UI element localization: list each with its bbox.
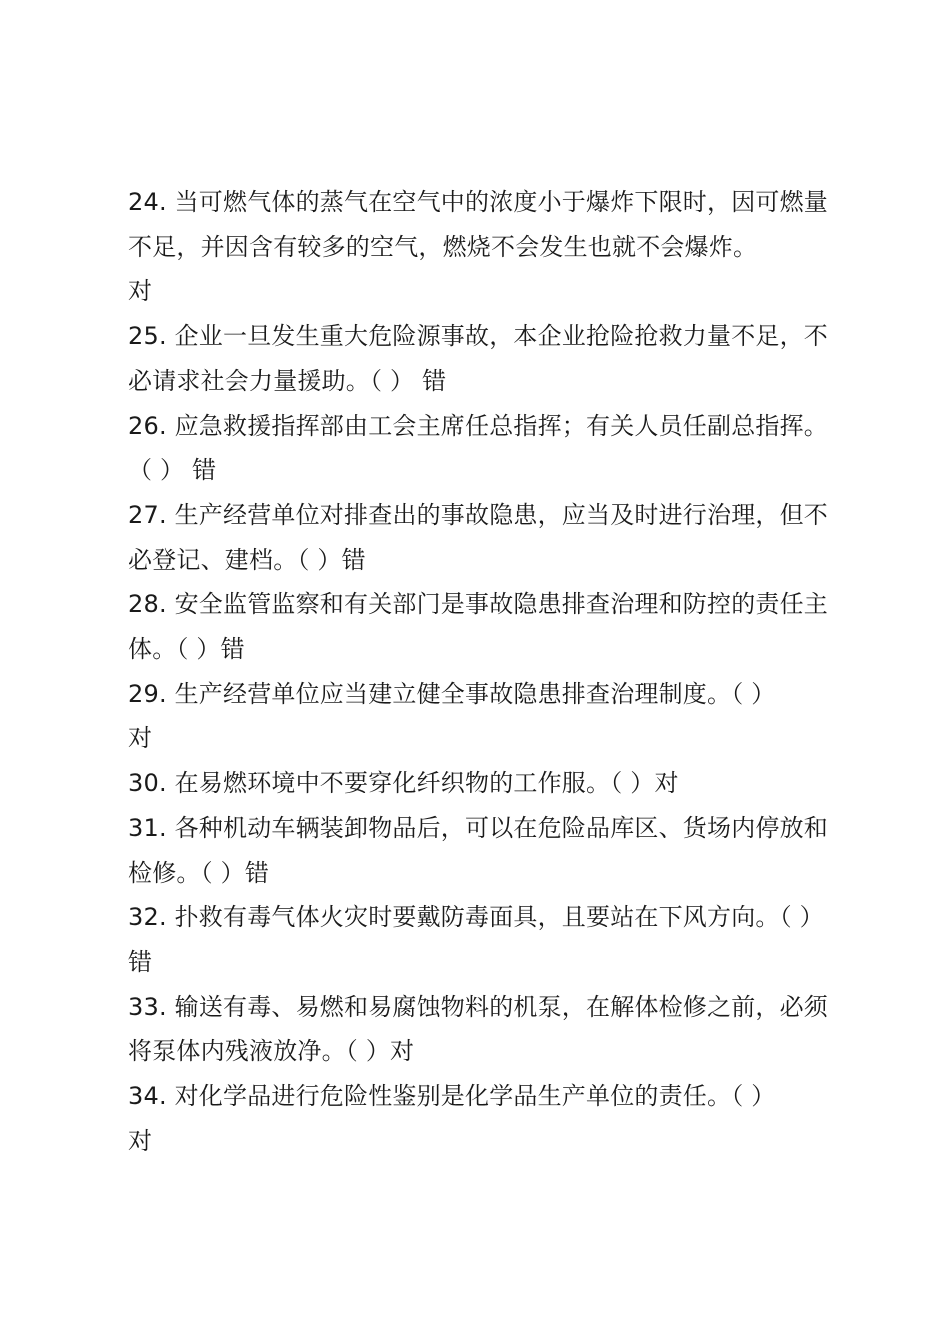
- question-text: 28. 安全监管监察和有关部门是事故隐患排查治理和防控的责任主体。（ ）: [128, 590, 828, 664]
- question-answer: 对: [128, 277, 153, 306]
- question-answer: 错: [220, 635, 245, 664]
- question-30: [128, 761, 840, 806]
- question-text: 29. 生产经营单位应当建立健全事故隐患排查治理制度。（ ）: [128, 679, 776, 708]
- question-answer: 对: [390, 1037, 415, 1066]
- question-text: 33. 输送有毒、易燃和易腐蚀物料的机泵，在解体检修之前，必须将泵体内残液放净。（ ）: [128, 992, 828, 1066]
- question-28: [128, 582, 840, 671]
- question-answer: 对: [128, 1126, 153, 1155]
- question-answer: 错: [422, 366, 447, 395]
- question-answer: 错: [341, 545, 366, 574]
- question-text: 27. 生产经营单位对排查出的事故隐患，应当及时进行治理，但不必登记、建档。（ ）: [128, 500, 828, 574]
- question-24: [128, 180, 840, 314]
- question-text: 31. 各种机动车辆装卸物品后，可以在危险品库区、货场内停放和检修。（ ）: [128, 813, 828, 887]
- question-answer: 对: [654, 769, 679, 798]
- question-34: [128, 1074, 840, 1163]
- question-answer: 错: [192, 456, 217, 485]
- question-29: [128, 672, 840, 761]
- question-27: [128, 493, 840, 582]
- question-text: 25. 企业一旦发生重大危险源事故，本企业抢险抢救力量不足，不必请求社会力量援助。（ ）: [128, 322, 828, 395]
- question-answer: 错: [128, 947, 153, 976]
- question-text: 34. 对化学品进行危险性鉴别是化学品生产单位的责任。（ ）: [128, 1082, 776, 1111]
- question-33: [128, 985, 840, 1074]
- question-text: 30. 在易燃环境中不要穿化纤织物的工作服。（ ）: [128, 769, 655, 798]
- question-26: [128, 404, 840, 493]
- question-answer: 对: [128, 724, 153, 753]
- question-32: [128, 895, 840, 984]
- question-31: [128, 806, 840, 895]
- question-list: [128, 180, 840, 1163]
- question-25: [128, 314, 840, 403]
- question-text: 26. 应急救援指挥部由工会主席任总指挥；有关人员任副总指挥。（ ）: [128, 411, 828, 485]
- question-text: 24. 当可燃气体的蒸气在空气中的浓度小于爆炸下限时，因可燃量不足，并因含有较多的空气，燃烧不会发生也就不会爆炸。: [128, 188, 828, 261]
- question-text: 32. 扑救有毒气体火灾时要戴防毒面具，且要站在下风方向。（ ）: [128, 903, 824, 932]
- question-answer: 错: [244, 858, 270, 887]
